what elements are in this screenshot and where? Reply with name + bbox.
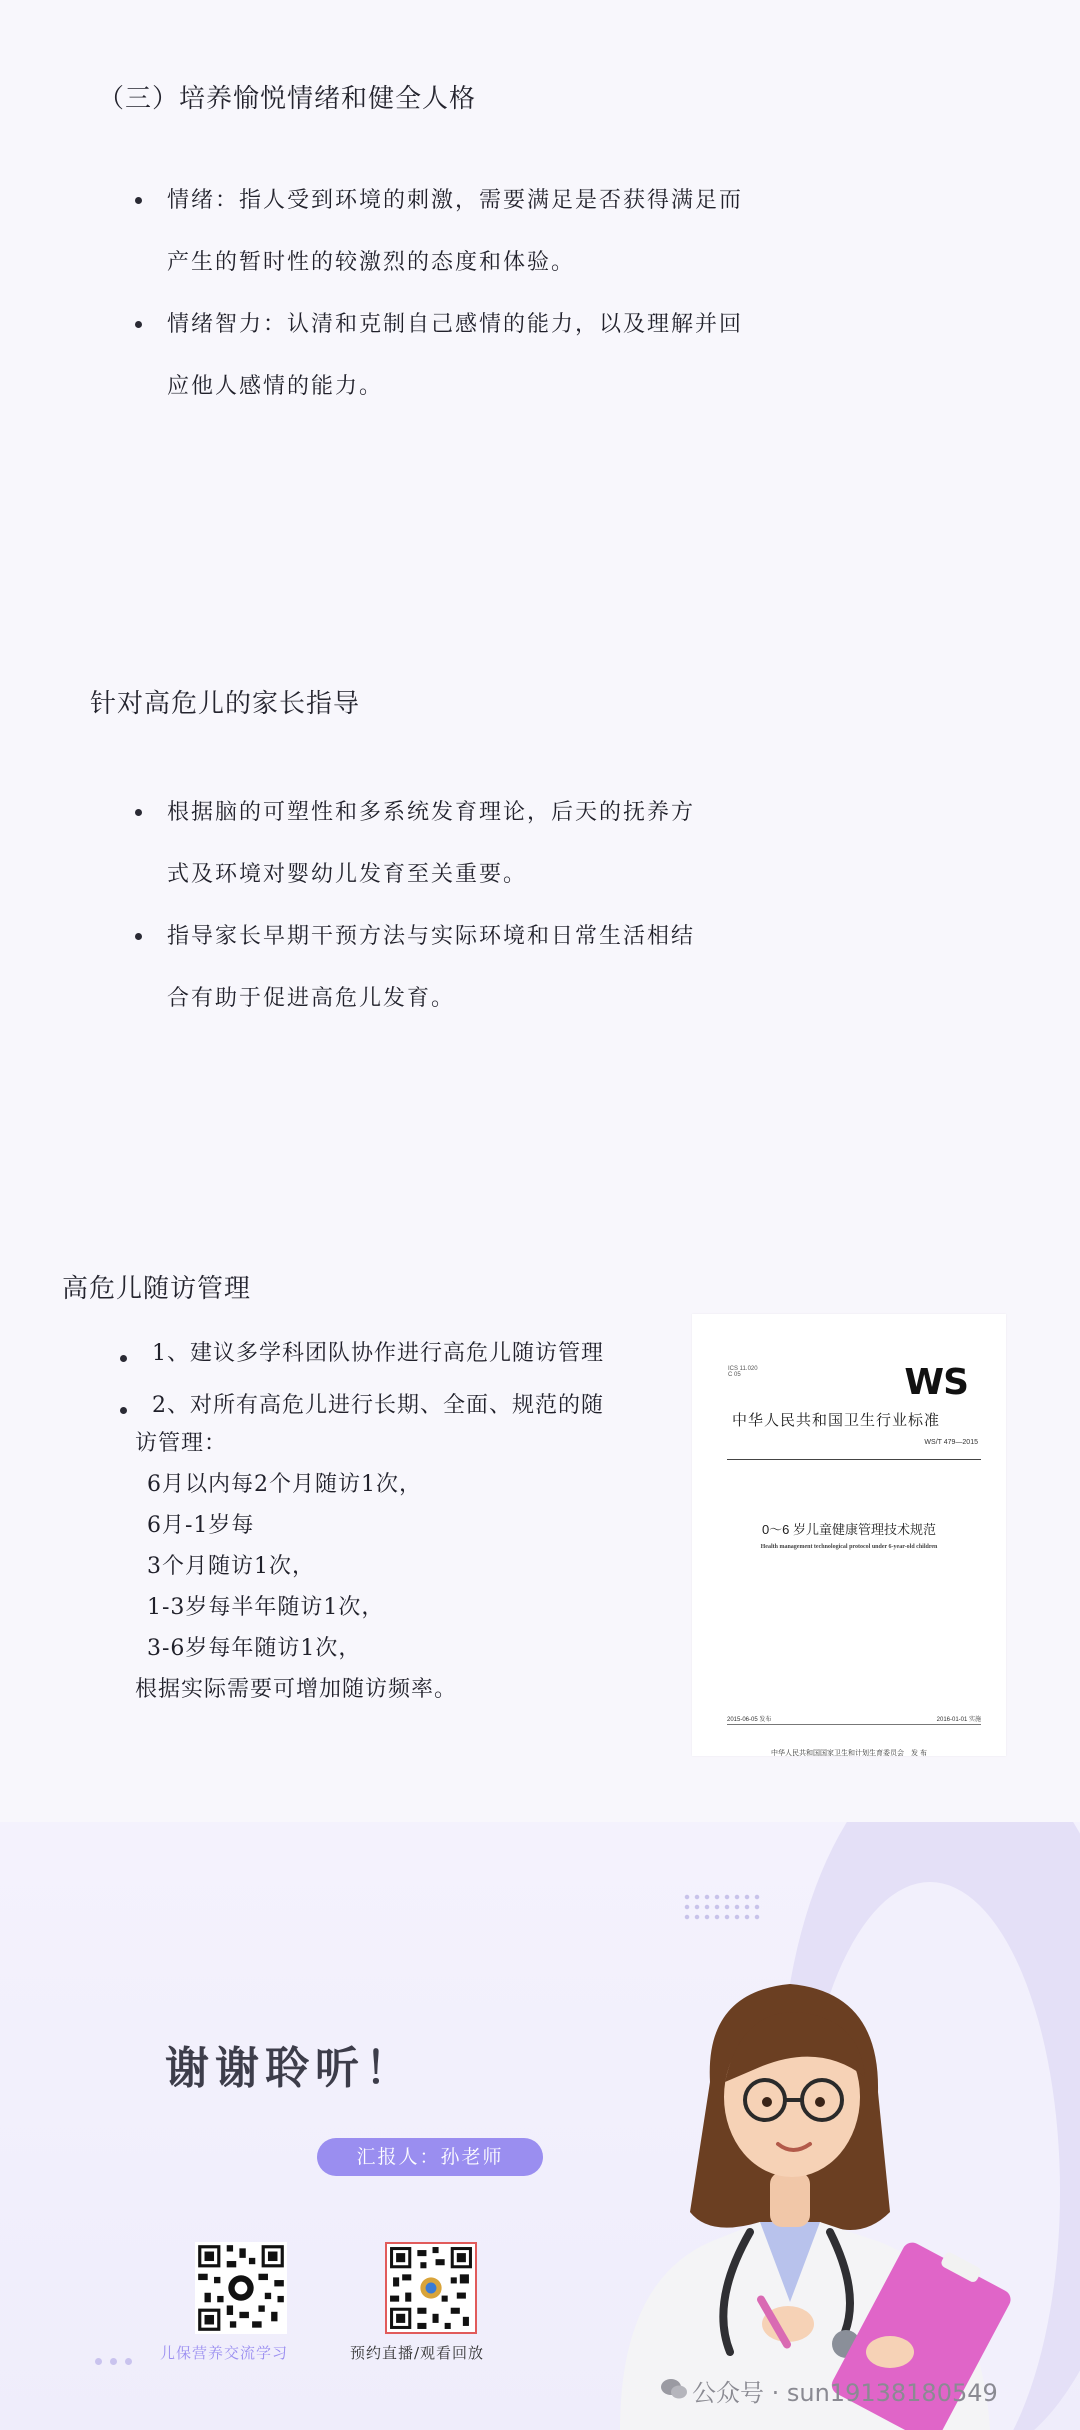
- page-indicator: [95, 2350, 140, 2369]
- section2-heading: 针对高危儿的家长指导: [90, 689, 361, 719]
- doctor-illustration: [560, 1972, 1020, 2430]
- doc-publish-date: 2015-06-05 发布: [727, 1717, 772, 1723]
- doc-issuer: 中华人民共和国国家卫生和计划生育委员会 发 布: [771, 1750, 927, 1757]
- bullet-line: 情绪：指人受到环境的刺激，需要满足是否获得满足而: [167, 188, 744, 213]
- thanks-title: 谢谢聆听！: [165, 2043, 415, 2094]
- wechat-icon: [660, 2377, 688, 2401]
- doc-ics-code: ICS 11.020 C 05: [728, 1366, 758, 1378]
- doc-standard-name: 中华人民共和国卫生行业标准: [732, 1412, 941, 1429]
- bullet-line: 根据脑的可塑性和多系统发育理论，后天的抚养方: [167, 800, 696, 825]
- closing-note: 根据实际需要可增加随访频率。: [135, 1677, 458, 1702]
- doc-title-en: Health management technological protocol under 6-year-old children: [760, 1544, 938, 1550]
- page-dot: [110, 2358, 117, 2365]
- bullet-line: 指导家长早期干预方法与实际环境和日常生活相结: [167, 924, 696, 949]
- watermark-text: 公众号 · sun19138180549: [692, 2379, 998, 2407]
- list-item: [135, 170, 743, 232]
- decorative-dots: [682, 1892, 762, 1922]
- list-item-continuation: [135, 844, 695, 906]
- section1-heading: （三）培养愉悦情绪和健全人格: [98, 84, 477, 114]
- list-item: [135, 294, 743, 356]
- qr-code-icon[interactable]: [195, 2242, 287, 2334]
- list-item: [135, 782, 695, 844]
- schedule-item: 6月-1岁每: [147, 1513, 255, 1538]
- section1-bullet-list: [135, 170, 743, 418]
- standard-document-image: [692, 1314, 1006, 1756]
- bullet-line: 合有助于促进高危儿发育。: [167, 986, 456, 1011]
- thanks-slide: [0, 1822, 1080, 2430]
- bullet-line: 应他人感情的能力。: [167, 374, 384, 399]
- list-item: [120, 1328, 604, 1380]
- section3-heading: 高危儿随访管理: [62, 1274, 252, 1304]
- page-dot: [95, 2358, 102, 2365]
- section3-bullet-list: [120, 1328, 604, 1432]
- qr-code-icon[interactable]: [385, 2242, 477, 2334]
- doc-effective-date: 2016-01-01 实施: [936, 1717, 981, 1723]
- list-item-continuation: [135, 968, 695, 1030]
- ws-logo: WS: [904, 1362, 968, 1403]
- schedule-item: 1-3岁每半年随访1次，: [147, 1595, 385, 1620]
- list-item: [135, 906, 695, 968]
- qr-label: 预约直播/观看回放: [350, 2344, 485, 2362]
- reporter-badge: 汇报人：孙老师: [317, 2138, 543, 2176]
- list-item: [120, 1380, 604, 1432]
- page-dot: [125, 2358, 132, 2365]
- qr-label: 儿保营养交流学习: [160, 2344, 289, 2362]
- bullet-line: 式及环境对婴幼儿发育至关重要。: [167, 862, 528, 887]
- bullet-line: 2、对所有高危儿进行长期、全面、规范的随: [152, 1393, 604, 1418]
- doc-code: WS/T 479—2015: [924, 1439, 978, 1446]
- bullet-line: 产生的暂时性的较激烈的态度和体验。: [167, 250, 576, 275]
- followup-line: 访管理：: [135, 1431, 228, 1456]
- list-item-continuation: [135, 232, 743, 294]
- section2-bullet-list: [135, 782, 695, 1030]
- bullet-line: 情绪智力：认清和克制自己感情的能力，以及理解并回: [167, 312, 744, 337]
- schedule-item: 3-6岁每年随访1次，: [147, 1636, 362, 1661]
- schedule-item: 3个月随访1次，: [147, 1554, 315, 1579]
- schedule-item: 6月以内每2个月随访1次，: [147, 1472, 422, 1497]
- doc-divider-bottom: [727, 1724, 981, 1725]
- doc-title: 0～6 岁儿童健康管理技术规范: [761, 1522, 937, 1537]
- list-item-continuation: [135, 356, 743, 418]
- bullet-line: 1、建议多学科团队协作进行高危儿随访管理: [152, 1341, 604, 1366]
- doc-divider: [727, 1459, 981, 1460]
